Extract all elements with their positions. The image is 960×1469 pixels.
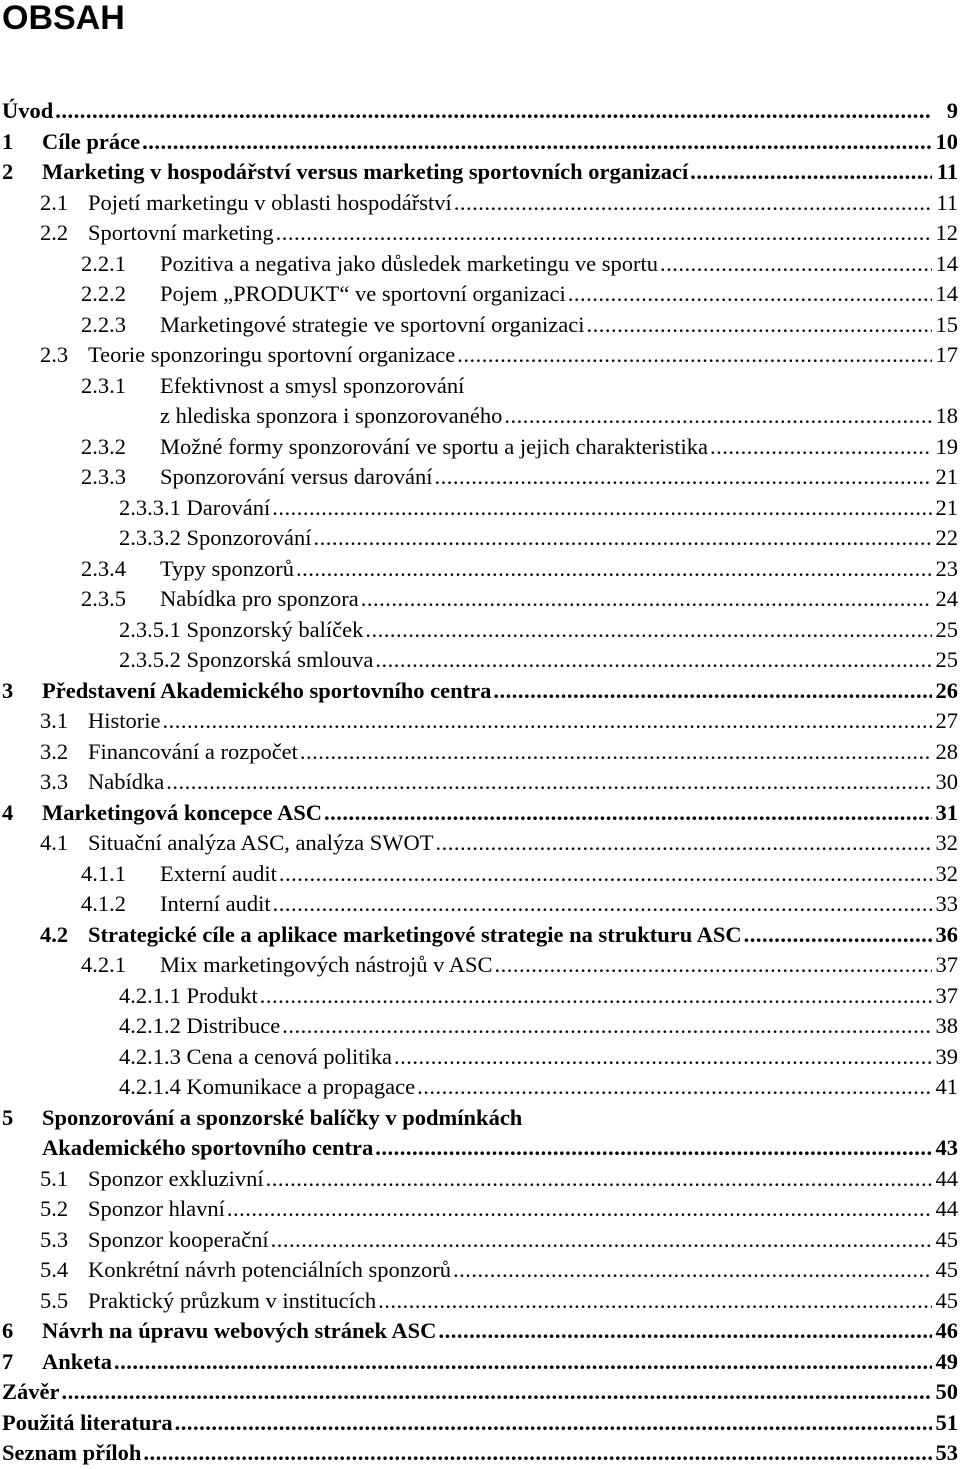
toc-entry-number: 2.3.4 [81, 555, 126, 581]
dot-leader [282, 1011, 932, 1041]
toc-entry[interactable] [2, 218, 958, 249]
dot-leader [434, 462, 932, 492]
toc-entry-label: Mix marketingových nástrojů v ASC [160, 952, 493, 977]
toc-entry-label: Seznam příloh [2, 1440, 142, 1465]
toc-entry-label: 4.2.1.4 Komunikace a propagace [119, 1074, 416, 1099]
dot-leader [586, 310, 932, 340]
toc-entry[interactable] [2, 157, 958, 188]
toc-entry[interactable] [2, 828, 958, 859]
toc-entry-page-number: 12 [935, 220, 958, 245]
toc-entry-number: 7 [2, 1348, 14, 1374]
toc-entry-label: Sponzor hlavní [88, 1196, 225, 1221]
toc-entry-page-number: 26 [935, 677, 958, 703]
dot-leader [378, 1286, 932, 1316]
toc-entry[interactable] [2, 1225, 958, 1256]
toc-entry-label: Pojem „PRODUKT“ ve sportovní organizaci [160, 281, 566, 306]
toc-entry-number: 2.3.5 [81, 586, 126, 611]
dot-leader [394, 1042, 932, 1072]
toc-entry-label: Konkrétní návrh potenciálních sponzorů [88, 1257, 452, 1282]
toc-entry-page-number: 43 [935, 1135, 958, 1160]
toc-entry-label: Situační analýza ASC, analýza SWOT [88, 830, 434, 855]
toc-entry-label: Strategické cíle a aplikace marketingové strategie na strukturu ASC [88, 921, 742, 947]
dot-leader [55, 96, 932, 126]
toc-entry-number: 2 [2, 159, 14, 184]
toc-entry[interactable] [2, 340, 958, 371]
toc-entry-label: Závěr [2, 1379, 60, 1404]
dot-leader [296, 554, 932, 584]
dot-leader [710, 432, 932, 462]
toc-entry-number: 2.3.1 [81, 372, 126, 398]
toc-entry-label: Pozitiva a negativa jako důsledek marketingu ve sportu [160, 250, 658, 276]
dot-leader [361, 584, 932, 614]
toc-entry-label: 4.2.1.1 Produkt [119, 982, 258, 1008]
toc-entry[interactable] [2, 554, 958, 585]
dot-leader [493, 676, 932, 706]
toc-entry-number: 5.3 [40, 1226, 69, 1252]
toc-entry-page-number: 44 [935, 1165, 958, 1191]
dot-leader [276, 218, 932, 248]
toc-entry-number: 5 [2, 1104, 14, 1130]
dot-leader [453, 1255, 932, 1285]
dot-leader [61, 1377, 932, 1407]
dot-leader [504, 401, 932, 431]
toc-entry[interactable] [2, 645, 958, 676]
toc-entry[interactable] [2, 279, 958, 310]
toc-entry-label: Financování a rozpočet [88, 738, 298, 764]
toc-entry-page-number: 49 [935, 1348, 958, 1374]
toc-entry-page-number: 41 [935, 1074, 958, 1099]
dot-leader [454, 188, 932, 218]
dot-leader [273, 889, 932, 919]
toc-entry-label: Cíle práce [42, 128, 141, 154]
toc-entry[interactable] [2, 371, 958, 432]
toc-entry-page-number: 24 [935, 586, 958, 611]
toc-entry-page-number: 14 [935, 281, 958, 306]
toc-entry[interactable] [2, 859, 958, 890]
toc-entry-number: 3.3 [40, 769, 69, 794]
toc-entry-page-number: 14 [935, 250, 958, 276]
toc-entry-page-number: 53 [935, 1440, 958, 1465]
toc-entry-page-number: 51 [935, 1409, 958, 1435]
toc-entry-page-number: 37 [935, 952, 958, 977]
toc-entry-page-number: 33 [935, 891, 958, 916]
toc-entry-page-number: 45 [935, 1287, 958, 1313]
dot-leader [744, 920, 932, 950]
toc-entry-page-number: 28 [935, 738, 958, 764]
toc-entry-label: Sponzorování versus darování [160, 464, 433, 489]
toc-entry-number: 5.2 [40, 1196, 69, 1221]
dot-leader [375, 1133, 932, 1163]
toc-entry[interactable] [2, 493, 958, 524]
toc-entry-label: Typy sponzorů [160, 555, 295, 581]
toc-entry-number: 4.1.2 [81, 891, 126, 916]
toc-entry-number: 1 [2, 128, 14, 154]
dot-leader [163, 706, 933, 736]
dot-leader [227, 1194, 932, 1224]
toc-entry[interactable] [2, 1438, 958, 1469]
toc-entry-label: Marketingové strategie ve sportovní organizaci [160, 311, 585, 337]
toc-entry-number: 2.1 [40, 189, 69, 215]
toc-entry-label-line1: Efektivnost a smysl sponzorování [160, 372, 465, 398]
dot-leader [143, 1438, 932, 1468]
toc-entry[interactable] [2, 1042, 958, 1073]
toc-entry-page-number: 27 [935, 708, 958, 733]
toc-entry-page-number: 21 [935, 464, 958, 489]
toc-entry-number: 4.2 [40, 921, 69, 947]
dot-leader [417, 1072, 932, 1102]
toc-entry-label: Teorie sponzoringu sportovní organizace [88, 342, 456, 367]
toc-entry-label-line1: Sponzorování a sponzorské balíčky v podmínkách [42, 1104, 523, 1130]
toc-entry[interactable] [2, 1164, 958, 1195]
toc-entry-page-number: 9 [946, 98, 958, 123]
toc-entry-number: 2.2 [40, 220, 69, 245]
dot-leader [166, 767, 932, 797]
toc-entry-page-number: 32 [935, 830, 958, 855]
toc-entry-number: 5.1 [40, 1165, 69, 1191]
toc-entry[interactable] [2, 1347, 958, 1378]
toc-entry-label: Praktický průzkum v institucích [88, 1287, 377, 1313]
toc-entry-label: Historie [88, 708, 161, 733]
toc-entry-label: Sportovní marketing [88, 220, 274, 245]
dot-leader [175, 1408, 932, 1438]
dot-leader [438, 1316, 932, 1346]
toc-entry-label: Interní audit [160, 891, 271, 916]
toc-entry-label: Sponzor exkluzivní [88, 1165, 264, 1191]
toc-entry-number: 4.1.1 [81, 860, 126, 886]
toc-entry-number: 4.2.1 [81, 952, 126, 977]
toc-entry-label: 4.2.1.3 Cena a cenová politika [119, 1043, 393, 1069]
dot-leader [436, 828, 932, 858]
page-title: OBSAH [2, 0, 125, 37]
toc-entry-page-number: 10 [935, 128, 958, 154]
toc-entry-page-number: 36 [935, 921, 958, 947]
toc-entry[interactable] [2, 737, 958, 768]
toc-entry-page-number: 45 [935, 1226, 958, 1252]
toc-entry-label: 2.3.5.2 Sponzorská smlouva [119, 647, 374, 672]
toc-entry-page-number: 25 [935, 647, 958, 672]
dot-leader [494, 950, 932, 980]
toc-entry-page-number: 39 [935, 1043, 958, 1069]
dot-leader [266, 1164, 932, 1194]
toc-entry-label: Použitá literatura [2, 1409, 173, 1435]
toc-entry-label: Návrh na úpravu webových stránek ASC [42, 1318, 437, 1343]
toc-entry[interactable] [2, 584, 958, 615]
toc-entry[interactable] [2, 523, 958, 554]
dot-leader [272, 493, 932, 523]
dot-leader [568, 279, 932, 309]
toc-entry-page-number: 37 [935, 982, 958, 1008]
dot-leader [142, 127, 932, 157]
toc-entry-page-number: 32 [935, 860, 958, 886]
toc-entry-label: Marketingová koncepce ASC [42, 799, 322, 825]
toc-entry[interactable] [2, 249, 958, 280]
toc-entry[interactable] [2, 767, 958, 798]
toc-entry[interactable] [2, 1103, 958, 1164]
toc-entry[interactable] [2, 1316, 958, 1347]
toc-entry-label: 4.2.1.2 Distribuce [119, 1013, 281, 1038]
toc-entry-label: z hlediska sponzora i sponzorovaného [160, 403, 503, 428]
toc-entry-number: 5.5 [40, 1287, 69, 1313]
toc-entry[interactable] [2, 1072, 958, 1103]
toc-entry-page-number: 50 [935, 1379, 958, 1404]
toc-entry-number: 4 [2, 799, 14, 825]
dot-leader [690, 157, 932, 187]
toc-entry[interactable] [2, 462, 958, 493]
toc-entry-page-number: 44 [935, 1196, 958, 1221]
toc-entry-page-number: 17 [935, 342, 958, 367]
toc-entry[interactable] [2, 1011, 958, 1042]
toc-entry[interactable] [2, 615, 958, 646]
toc-entry-label: Anketa [42, 1348, 113, 1374]
dot-leader [457, 340, 932, 370]
toc-entry-label: Marketing v hospodářství versus marketing sportovních organizací [42, 159, 689, 184]
toc-entry-label: Možné formy sponzorování ve sportu a jejich charakteristika [160, 433, 708, 459]
dot-leader [271, 1225, 932, 1255]
toc-entry-page-number: 18 [935, 403, 958, 428]
dot-leader [260, 981, 932, 1011]
toc-entry[interactable] [2, 127, 958, 158]
toc-entry[interactable] [2, 1286, 958, 1317]
toc-entry[interactable] [2, 1408, 958, 1439]
toc-entry-number: 2.2.2 [81, 281, 126, 306]
toc-entry[interactable] [2, 1194, 958, 1225]
toc-entry-label: Akademického sportovního centra [42, 1135, 374, 1160]
toc-entry-label: 2.3.5.1 Sponzorský balíček [119, 616, 364, 642]
toc-entry-page-number: 31 [935, 799, 958, 825]
toc-entry-page-number: 11 [936, 189, 958, 215]
toc-entry-label: 2.3.3.2 Sponzorování [119, 525, 312, 550]
toc-entry-label: Představení Akademického sportovního centra [42, 677, 492, 703]
toc-entry[interactable] [2, 889, 958, 920]
dot-leader [313, 523, 932, 553]
toc-entry[interactable] [2, 981, 958, 1012]
toc-entry-page-number: 25 [935, 616, 958, 642]
dot-leader [365, 615, 932, 645]
toc-entry-number: 5.4 [40, 1257, 69, 1282]
toc-entry-page-number: 30 [935, 769, 958, 794]
toc-entry[interactable] [2, 706, 958, 737]
toc-entry[interactable] [2, 432, 958, 463]
toc-entry[interactable] [2, 798, 958, 829]
toc-entry[interactable] [2, 1377, 958, 1408]
toc-entry-number: 2.2.1 [81, 250, 126, 276]
toc-entry-number: 2.2.3 [81, 311, 126, 337]
toc-entry[interactable] [2, 188, 958, 219]
toc-entry[interactable] [2, 310, 958, 341]
toc-entry-page-number: 19 [935, 433, 958, 459]
toc-entry-page-number: 23 [935, 555, 958, 581]
toc-entry[interactable] [2, 920, 958, 951]
toc-entry-label: Nabídka pro sponzora [160, 586, 359, 611]
toc-entry[interactable] [2, 950, 958, 981]
toc-entry-number: 6 [2, 1318, 14, 1343]
dot-leader [375, 645, 932, 675]
dot-leader [279, 859, 932, 889]
toc-entry-page-number: 45 [935, 1257, 958, 1282]
table-of-contents [2, 96, 958, 1469]
toc-entry-number: 2.3.3 [81, 464, 126, 489]
toc-entry-label: 2.3.3.1 Darování [119, 494, 271, 520]
toc-entry-page-number: 21 [935, 494, 958, 520]
toc-entry-number: 3.1 [40, 708, 69, 733]
toc-entry-label: Úvod [2, 98, 54, 123]
toc-entry-label: Sponzor kooperační [88, 1226, 269, 1252]
dot-leader [114, 1347, 932, 1377]
dot-leader [660, 249, 932, 279]
toc-entry-number: 3 [2, 677, 14, 703]
toc-entry-number: 4.1 [40, 830, 69, 855]
toc-entry-page-number: 15 [935, 311, 958, 337]
toc-entry-number: 2.3.2 [81, 433, 126, 459]
toc-entry[interactable] [2, 676, 958, 707]
toc-entry[interactable] [2, 1255, 958, 1286]
toc-entry-number: 2.3 [40, 342, 69, 367]
dot-leader [300, 737, 932, 767]
toc-entry-page-number: 22 [935, 525, 958, 550]
toc-entry-page-number: 38 [935, 1013, 958, 1038]
toc-entry-page-number: 46 [935, 1318, 958, 1343]
toc-entry-page-number: 11 [936, 159, 958, 184]
toc-entry-label: Nabídka [88, 769, 165, 794]
toc-entry-label: Externí audit [160, 860, 277, 886]
toc-entry[interactable] [2, 96, 958, 127]
toc-entry-number: 3.2 [40, 738, 69, 764]
dot-leader [324, 798, 932, 828]
toc-entry-label: Pojetí marketingu v oblasti hospodářství [88, 189, 452, 215]
